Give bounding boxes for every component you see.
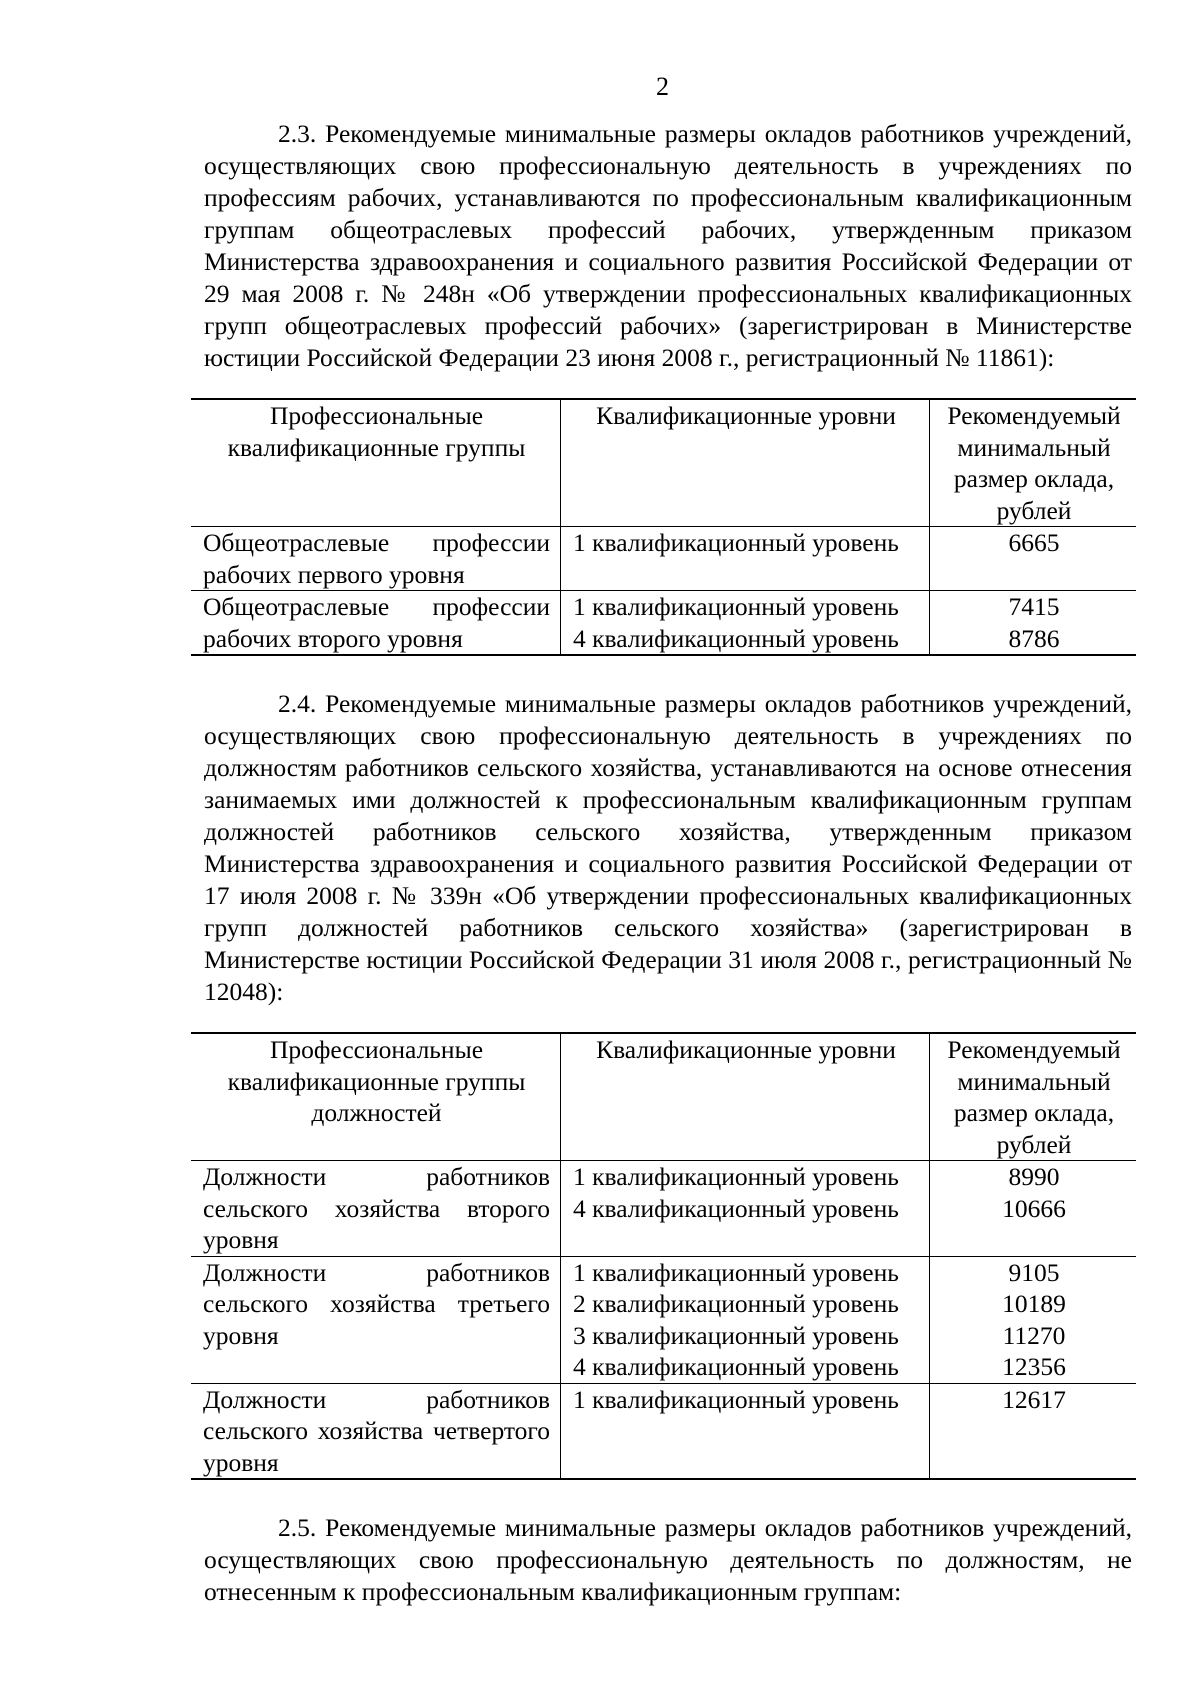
salary-value: 7415 [1008,592,1060,621]
levels-cell [561,1161,930,1257]
salary-value: 10189 [1002,1289,1066,1318]
table-header-row [191,1033,1136,1161]
header-group: Профессиональные квалификационные группы [191,399,561,527]
level-item: 4 квалификационный уровень [573,623,899,653]
salary-cell [930,1383,1137,1479]
levels-cell [561,527,930,591]
salary-value: 12617 [1002,1384,1066,1414]
level-item: 4 квалификационный уровень [573,1352,899,1381]
salary-cell [930,1161,1137,1257]
table-header-row [191,399,1136,527]
salary-value: 10666 [1002,1193,1066,1223]
level-item: 1 квалификационный уровень [573,1257,899,1287]
header-group: Профессиональные квалификационные группы должностей [191,1033,561,1161]
salary-value: 8786 [1008,623,1060,653]
group-cell: Должности работников сельского хозяйства второго уровня [191,1161,561,1257]
level-item: 1 квалификационный уровень [573,1384,899,1414]
section-2-4-paragraph: 2.4. Рекомендуемые минимальные размеры окладов работников учреждений, осуществляющих свою профессиональную деятельность в учреждениях по должностям работников сельского хозяйства, устанавливаются на основе отнесения занимаемых ими должностей к профессиональным квалификационным группам должностей работников сельского хозяйства, утвержденным приказом Министерства здравоохранения и социального развития Российской Федерации от 17 июля 2008 г. № 339н «Об утверждении профессиональных квалификационных групп должностей работников сельского хозяйства» (зарегистрирован в Министерстве юстиции Российской Федерации 31 июля 2008 г., регистрационный № 12048): [204,689,1132,1006]
salary-value: 8990 [1008,1162,1060,1191]
document-body [204,118,1132,1608]
group-cell: Общеотраслевые профессии рабочих второго уровня [191,591,561,656]
salary-cell [930,591,1137,656]
level-item: 1 квалификационный уровень [573,1162,899,1191]
salary-value: 11270 [1002,1320,1066,1350]
level-item: 4 квалификационный уровень [573,1193,899,1223]
group-cell: Должности работников сельского хозяйства четвертого уровня [191,1383,561,1479]
level-item: 2 квалификационный уровень [573,1289,899,1318]
level-item: 1 квалификационный уровень [573,528,899,557]
page-number: 2 [656,72,669,101]
header-salary: Рекомендуемый минимальный размер оклада, рублей [947,1035,1121,1159]
table-row [191,1383,1136,1479]
table-row [191,1161,1136,1257]
table-row [191,1256,1136,1383]
level-item: 3 квалификационный уровень [573,1320,899,1350]
header-levels: Квалификационные уровни [561,1033,930,1161]
levels-cell [561,591,930,656]
spacer [204,656,1132,688]
salary-cell [930,527,1137,591]
spacer [204,1480,1132,1512]
level-item: 1 квалификационный уровень [573,592,899,621]
table-agriculture-positions [191,1032,1136,1480]
header-salary: Рекомендуемый минимальный размер оклада, рублей [947,401,1121,525]
section-2-3-paragraph: 2.3. Рекомендуемые минимальные размеры окладов работников учреждений, осуществляющих свою профессиональную деятельность в учреждениях по профессиям рабочих, устанавливаются по профессиональным квалификационным группам общеотраслевых профессий рабочих, утвержденным приказом Министерства здравоохранения и социального развития Российской Федерации от 29 мая 2008 г. № 248н «Об утверждении профессиональных квалификационных групп общеотраслевых профессий рабочих» (зарегистрирован в Министерстве юстиции Российской Федерации 23 июня 2008 г., регистрационный № 11861): [204,119,1132,372]
salary-cell [930,1256,1137,1383]
levels-cell [561,1383,930,1479]
table-workers-professions [191,398,1136,656]
header-levels: Квалификационные уровни [561,399,930,527]
section-2-5-paragraph: 2.5. Рекомендуемые минимальные размеры окладов работников учреждений, осуществляющих свою профессиональную деятельность по должностям, не отнесенным к профессиональным квалификационным группам: [204,1513,1132,1606]
salary-value: 12356 [1002,1352,1066,1381]
group-cell: Общеотраслевые профессии рабочих первого уровня [191,527,561,591]
group-cell: Должности работников сельского хозяйства третьего уровня [191,1256,561,1383]
levels-cell [561,1256,930,1383]
salary-value: 9105 [1008,1257,1060,1287]
table-row [191,527,1136,591]
table-row [191,591,1136,656]
salary-value: 6665 [1008,528,1060,557]
